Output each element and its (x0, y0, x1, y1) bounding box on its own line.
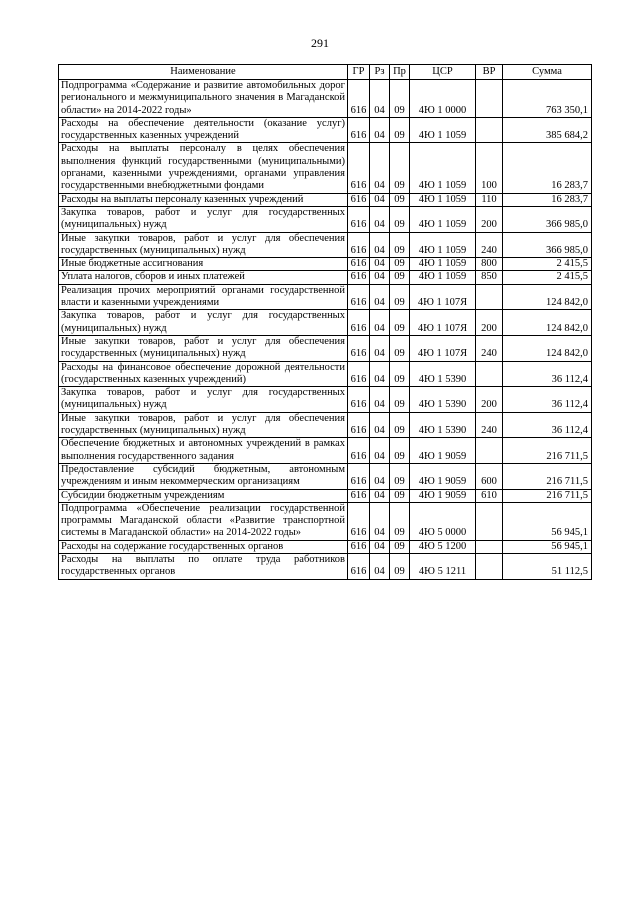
cell-pr: 09 (390, 361, 410, 387)
table-row (59, 335, 592, 361)
cell-sum: 216 711,5 (503, 463, 592, 489)
cell-rz: 04 (370, 412, 390, 438)
cell-gr: 616 (348, 387, 370, 413)
cell-rz: 04 (370, 463, 390, 489)
cell-name: Иные закупки товаров, работ и услуг для обеспечения государственных (муниципальных) нужд (59, 412, 348, 438)
cell-vr: 240 (476, 232, 503, 258)
table-row (59, 502, 592, 540)
cell-vr: 110 (476, 193, 503, 206)
cell-name: Иные закупки товаров, работ и услуг для обеспечения государственных (муниципальных) нужд (59, 232, 348, 258)
cell-pr: 09 (390, 335, 410, 361)
cell-pr: 09 (390, 387, 410, 413)
cell-vr: 200 (476, 387, 503, 413)
cell-pr: 09 (390, 489, 410, 502)
cell-gr: 616 (348, 463, 370, 489)
cell-gr: 616 (348, 361, 370, 387)
table-row (59, 193, 592, 206)
cell-gr: 616 (348, 193, 370, 206)
cell-pr: 09 (390, 271, 410, 284)
budget-table (58, 64, 592, 580)
header-sum: Сумма (503, 65, 592, 80)
cell-rz: 04 (370, 361, 390, 387)
cell-pr: 09 (390, 80, 410, 118)
cell-rz: 04 (370, 117, 390, 143)
cell-pr: 09 (390, 463, 410, 489)
cell-vr: 610 (476, 489, 503, 502)
cell-sum: 366 985,0 (503, 206, 592, 232)
table-row (59, 206, 592, 232)
cell-csr: 4Ю 1 9059 (410, 463, 476, 489)
cell-gr: 616 (348, 284, 370, 310)
cell-name: Расходы на финансовое обеспечение дорожной деятельности (государственных казенных учреждений) (59, 361, 348, 387)
header-csr: ЦСР (410, 65, 476, 80)
header-vr: ВР (476, 65, 503, 80)
cell-sum: 56 945,1 (503, 540, 592, 553)
cell-sum: 124 842,0 (503, 284, 592, 310)
cell-csr: 4Ю 1 9059 (410, 438, 476, 464)
cell-gr: 616 (348, 540, 370, 553)
header-row (59, 65, 592, 80)
cell-vr: 240 (476, 335, 503, 361)
cell-gr: 616 (348, 271, 370, 284)
cell-rz: 04 (370, 489, 390, 502)
cell-vr: 200 (476, 206, 503, 232)
cell-rz: 04 (370, 553, 390, 579)
cell-name: Подпрограмма «Содержание и развитие автомобильных дорог регионального и межмуниципального значения в Магаданской области» на 2014-2022 годы» (59, 80, 348, 118)
cell-sum: 216 711,5 (503, 489, 592, 502)
cell-rz: 04 (370, 80, 390, 118)
cell-sum: 2 415,5 (503, 271, 592, 284)
table-row (59, 387, 592, 413)
cell-vr: 240 (476, 412, 503, 438)
cell-gr: 616 (348, 206, 370, 232)
cell-name: Иные бюджетные ассигнования (59, 258, 348, 271)
cell-rz: 04 (370, 232, 390, 258)
cell-csr: 4Ю 1 1059 (410, 258, 476, 271)
table-row (59, 310, 592, 336)
cell-vr (476, 540, 503, 553)
table-row (59, 489, 592, 502)
cell-gr: 616 (348, 489, 370, 502)
cell-gr: 616 (348, 502, 370, 540)
cell-rz: 04 (370, 387, 390, 413)
cell-pr: 09 (390, 193, 410, 206)
cell-vr: 200 (476, 310, 503, 336)
cell-vr: 800 (476, 258, 503, 271)
cell-rz: 04 (370, 258, 390, 271)
cell-sum: 366 985,0 (503, 232, 592, 258)
cell-pr: 09 (390, 258, 410, 271)
cell-name: Расходы на выплаты по оплате труда работников государственных органов (59, 553, 348, 579)
table-row (59, 258, 592, 271)
cell-sum: 36 112,4 (503, 387, 592, 413)
cell-rz: 04 (370, 540, 390, 553)
cell-sum: 763 350,1 (503, 80, 592, 118)
table-row (59, 80, 592, 118)
cell-sum: 16 283,7 (503, 143, 592, 193)
header-gr: ГР (348, 65, 370, 80)
cell-rz: 04 (370, 335, 390, 361)
cell-vr: 600 (476, 463, 503, 489)
cell-sum: 51 112,5 (503, 553, 592, 579)
cell-csr: 4Ю 1 0000 (410, 80, 476, 118)
cell-name: Закупка товаров, работ и услуг для государственных (муниципальных) нужд (59, 206, 348, 232)
cell-gr: 616 (348, 80, 370, 118)
cell-csr: 4Ю 1 1059 (410, 193, 476, 206)
cell-name: Уплата налогов, сборов и иных платежей (59, 271, 348, 284)
cell-pr: 09 (390, 502, 410, 540)
cell-sum: 124 842,0 (503, 335, 592, 361)
table-row (59, 232, 592, 258)
cell-name: Субсидии бюджетным учреждениям (59, 489, 348, 502)
cell-vr (476, 553, 503, 579)
cell-pr: 09 (390, 438, 410, 464)
cell-vr (476, 502, 503, 540)
cell-vr (476, 438, 503, 464)
header-pr: Пр (390, 65, 410, 80)
cell-sum: 216 711,5 (503, 438, 592, 464)
cell-name: Расходы на выплаты персоналу казенных учреждений (59, 193, 348, 206)
cell-name: Предоставление субсидий бюджетным, автономным учреждениям и иным некоммерческим организациям (59, 463, 348, 489)
cell-vr (476, 361, 503, 387)
cell-pr: 09 (390, 553, 410, 579)
table-row (59, 553, 592, 579)
cell-csr: 4Ю 1 1059 (410, 206, 476, 232)
cell-rz: 04 (370, 284, 390, 310)
cell-pr: 09 (390, 117, 410, 143)
cell-pr: 09 (390, 310, 410, 336)
cell-name: Расходы на содержание государственных органов (59, 540, 348, 553)
cell-pr: 09 (390, 540, 410, 553)
table-body (59, 80, 592, 580)
cell-name: Реализация прочих мероприятий органами государственной власти и казенными учреждениями (59, 284, 348, 310)
header-name: Наименование (59, 65, 348, 80)
table-row (59, 284, 592, 310)
cell-name: Подпрограмма «Обеспечение реализации государственной программы Магаданской области «Развитие транспортной системы в Магаданской области» на 2014-2022 годы» (59, 502, 348, 540)
cell-name: Закупка товаров, работ и услуг для государственных (муниципальных) нужд (59, 310, 348, 336)
cell-gr: 616 (348, 553, 370, 579)
cell-sum: 36 112,4 (503, 412, 592, 438)
cell-sum: 56 945,1 (503, 502, 592, 540)
cell-sum: 16 283,7 (503, 193, 592, 206)
cell-name: Расходы на обеспечение деятельности (оказание услуг) государственных казенных учреждений (59, 117, 348, 143)
cell-csr: 4Ю 1 9059 (410, 489, 476, 502)
cell-gr: 616 (348, 258, 370, 271)
cell-pr: 09 (390, 284, 410, 310)
cell-rz: 04 (370, 502, 390, 540)
cell-sum: 124 842,0 (503, 310, 592, 336)
cell-csr: 4Ю 5 1200 (410, 540, 476, 553)
cell-rz: 04 (370, 310, 390, 336)
cell-name: Иные закупки товаров, работ и услуг для обеспечения государственных (муниципальных) нужд (59, 335, 348, 361)
cell-vr (476, 117, 503, 143)
page-number: 291 (311, 36, 329, 50)
cell-gr: 616 (348, 310, 370, 336)
cell-rz: 04 (370, 193, 390, 206)
cell-rz: 04 (370, 271, 390, 284)
cell-name: Закупка товаров, работ и услуг для государственных (муниципальных) нужд (59, 387, 348, 413)
cell-csr: 4Ю 1 1059 (410, 271, 476, 284)
cell-csr: 4Ю 1 107Я (410, 284, 476, 310)
cell-csr: 4Ю 1 107Я (410, 335, 476, 361)
cell-gr: 616 (348, 438, 370, 464)
cell-sum: 36 112,4 (503, 361, 592, 387)
cell-rz: 04 (370, 143, 390, 193)
cell-csr: 4Ю 1 5390 (410, 412, 476, 438)
table-row (59, 271, 592, 284)
cell-gr: 616 (348, 143, 370, 193)
cell-gr: 616 (348, 335, 370, 361)
cell-csr: 4Ю 1 5390 (410, 361, 476, 387)
cell-name: Расходы на выплаты персоналу в целях обеспечения выполнения функций государственными (муниципальными) органами, казенными учреждениями, органами управления государственными внебюджетными фондами (59, 143, 348, 193)
table-row (59, 361, 592, 387)
table-row (59, 412, 592, 438)
cell-rz: 04 (370, 206, 390, 232)
cell-vr: 100 (476, 143, 503, 193)
cell-sum: 385 684,2 (503, 117, 592, 143)
cell-csr: 4Ю 1 107Я (410, 310, 476, 336)
cell-rz: 04 (370, 438, 390, 464)
table-row (59, 438, 592, 464)
cell-csr: 4Ю 1 1059 (410, 232, 476, 258)
cell-vr: 850 (476, 271, 503, 284)
cell-csr: 4Ю 1 5390 (410, 387, 476, 413)
table-row (59, 463, 592, 489)
cell-vr (476, 80, 503, 118)
table-row (59, 143, 592, 193)
cell-csr: 4Ю 1 1059 (410, 117, 476, 143)
cell-gr: 616 (348, 117, 370, 143)
cell-csr: 4Ю 5 0000 (410, 502, 476, 540)
cell-csr: 4Ю 5 1211 (410, 553, 476, 579)
cell-name: Обеспечение бюджетных и автономных учреждений в рамках выполнения государственного задания (59, 438, 348, 464)
cell-pr: 09 (390, 206, 410, 232)
cell-vr (476, 284, 503, 310)
cell-gr: 616 (348, 232, 370, 258)
table-row (59, 540, 592, 553)
cell-pr: 09 (390, 143, 410, 193)
cell-pr: 09 (390, 232, 410, 258)
table-row (59, 117, 592, 143)
cell-csr: 4Ю 1 1059 (410, 143, 476, 193)
cell-sum: 2 415,5 (503, 258, 592, 271)
header-rz: Рз (370, 65, 390, 80)
cell-gr: 616 (348, 412, 370, 438)
cell-pr: 09 (390, 412, 410, 438)
